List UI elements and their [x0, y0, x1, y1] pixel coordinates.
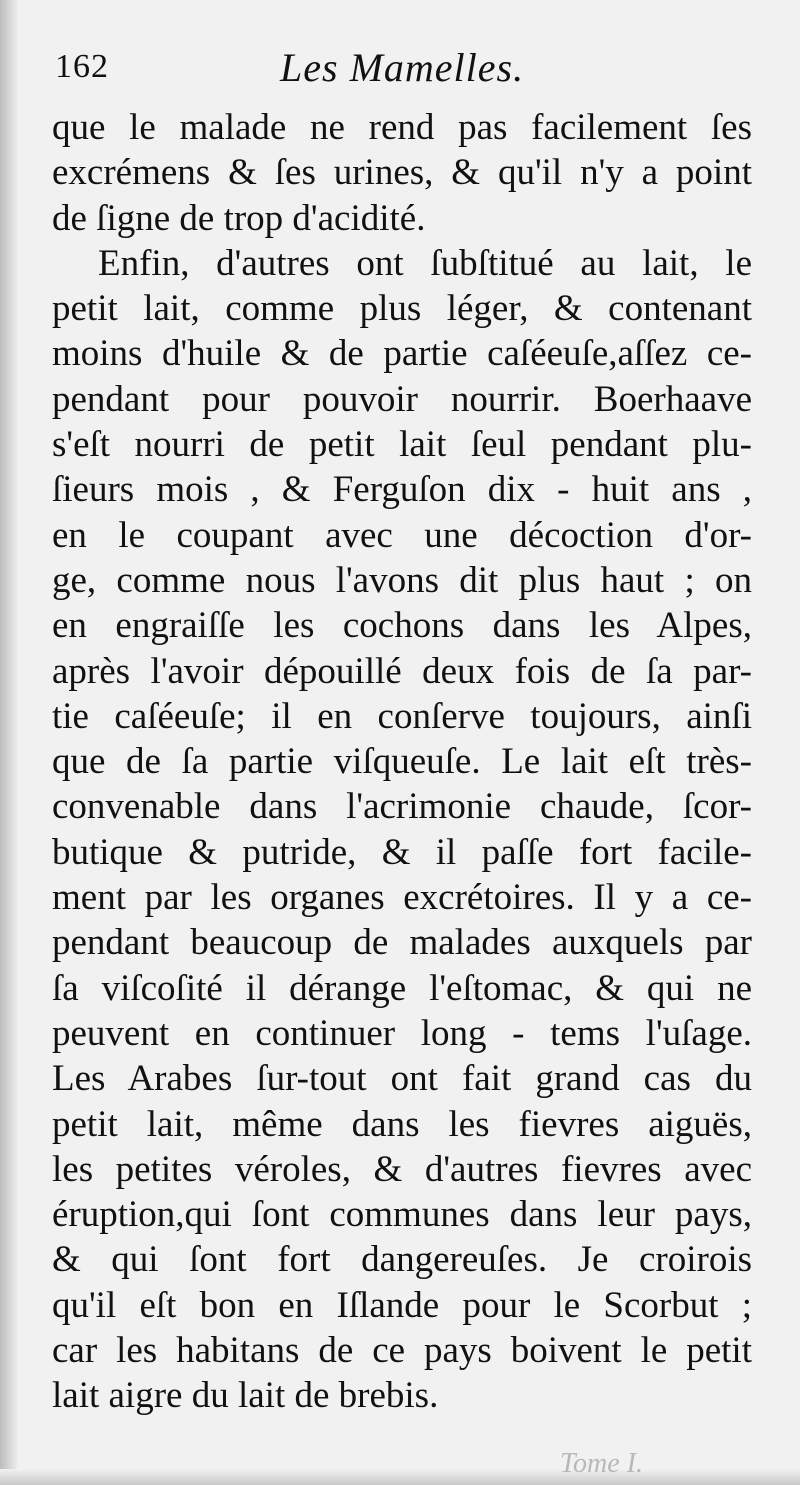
text-line: de ſigne de trop d'acidité. — [52, 197, 426, 239]
text-line: après l'avoir dépouillé deux fois de ſa par- — [52, 650, 752, 692]
text-line: tie caſéeuſe; il en conſerve toujours, ainſi — [52, 695, 752, 737]
page-number: 162 — [55, 48, 109, 85]
text-line: Les Arabes ſur-tout ont fait grand cas du — [52, 1058, 752, 1100]
text-line: Enfin, d'autres ont ſubſtitué au lait, le — [98, 242, 752, 284]
text-line: convenable dans l'acrimonie chaude, ſcor- — [52, 786, 752, 828]
text-line: petit lait, même dans les fievres aiguës, — [52, 1103, 752, 1145]
page-edge-shadow — [0, 0, 18, 1485]
text-line: & qui ſont fort dangereuſes. Je croirois — [52, 1239, 752, 1281]
text-line: en le coupant avec une décoction d'or- — [52, 514, 752, 556]
text-line: que de ſa partie viſqueuſe. Le lait eſt très- — [52, 741, 752, 783]
text-line: ſieurs mois , & Ferguſon dix - huit ans , — [52, 469, 752, 511]
text-line: petit lait, comme plus léger, & contenant — [52, 288, 752, 330]
text-line: ſa viſcoſité il dérange l'eſtomac, & qui ne — [52, 967, 752, 1009]
text-line: lait aigre du lait de brebis. — [52, 1375, 439, 1417]
text-line: excrémens & ſes urines, & qu'il n'y a point — [52, 152, 752, 194]
page-header — [55, 42, 752, 98]
text-line: qu'il eſt bon en Iſlande pour le Scorbut ; — [52, 1284, 752, 1326]
text-line: butique & putride, & il paſſe fort facile- — [52, 831, 752, 873]
text-line: pendant beaucoup de malades auxquels par — [52, 922, 752, 964]
text-line: éruption,qui ſont communes dans leur pays, — [52, 1194, 752, 1236]
text-line: s'eſt nourri de petit lait ſeul pendant plu- — [52, 424, 752, 466]
text-line: car les habitans de ce pays boivent le petit — [52, 1330, 752, 1372]
text-line: en engraiſſe les cochons dans les Alpes, — [52, 605, 752, 647]
text-line: que le malade ne rend pas facilement ſes — [52, 107, 752, 148]
text-line: les petites véroles, & d'autres fievres avec — [52, 1148, 752, 1190]
page-bottom-shadow — [0, 1469, 800, 1485]
body-text — [52, 105, 752, 1419]
text-line: ment par les organes excrétoires. Il y a ce- — [52, 877, 752, 919]
text-line: ge, comme nous l'avons dit plus haut ; on — [52, 559, 752, 601]
text-line: pendant pour pouvoir nourrir. Boerhaave — [52, 378, 752, 420]
catchword: Tome I. — [560, 1448, 643, 1479]
running-title: Les Mamelles. — [280, 45, 525, 90]
text-line: moins d'huile & de partie caſéeuſe,aſſez ce- — [52, 333, 752, 375]
text-line: peuvent en continuer long - tems l'uſage. — [52, 1012, 752, 1054]
